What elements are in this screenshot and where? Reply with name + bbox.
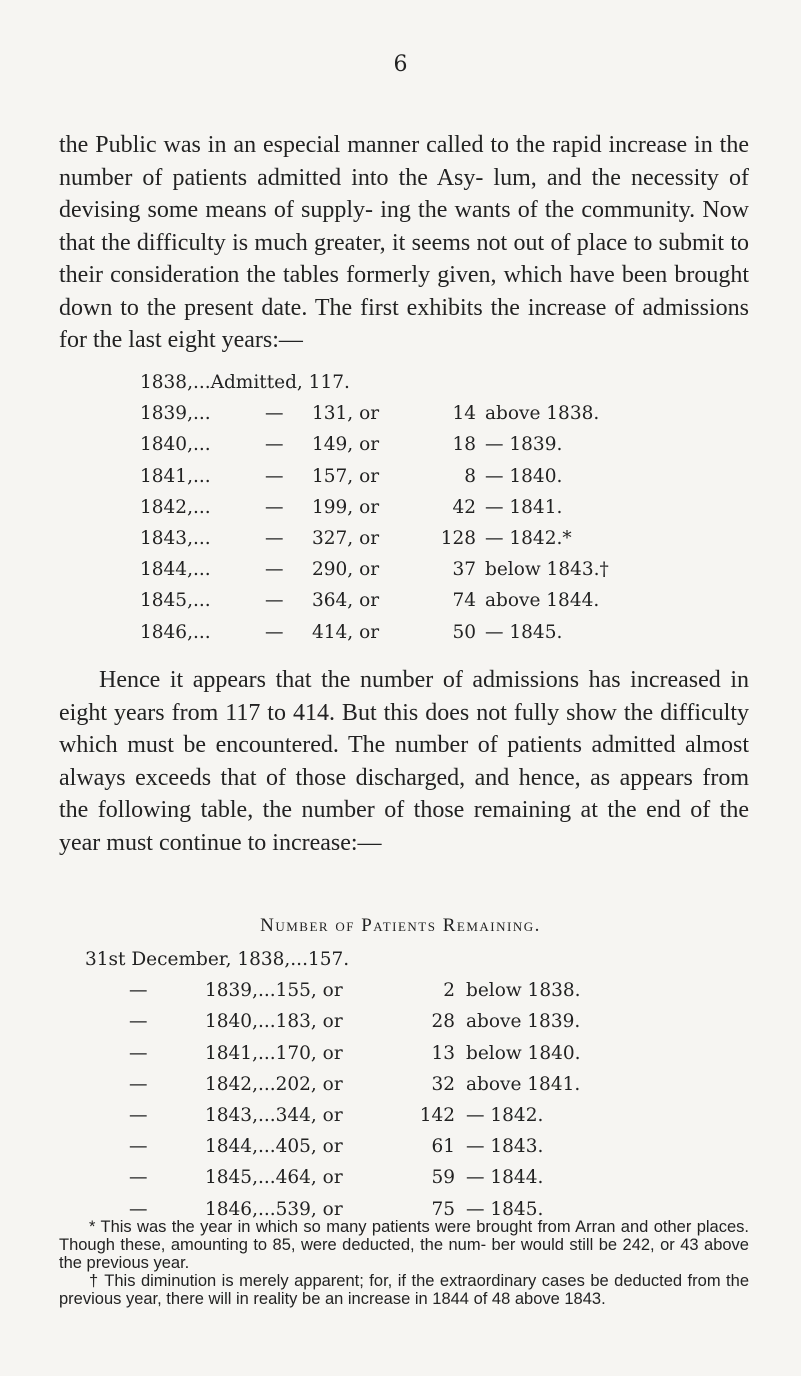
row-dash: — (129, 1104, 148, 1126)
row-difference: 14 (452, 403, 476, 425)
remaining-first-row: 31st December, 1838,...157. (85, 949, 350, 970)
row-count: 327, or (312, 527, 380, 549)
table-row (85, 1105, 765, 1136)
row-count: 364, or (312, 590, 380, 612)
row-comparison: — 1845. (466, 1198, 544, 1220)
row-comparison: — 1845. (485, 621, 563, 643)
row-difference: 28 (431, 1011, 455, 1033)
table-row (85, 1167, 765, 1198)
row-dash: — (265, 527, 284, 549)
row-comparison: below 1840. (466, 1042, 581, 1064)
row-year-count: 1840,...183, or (205, 1011, 343, 1033)
row-year: 1840,... (140, 434, 211, 456)
row-difference: 142 (419, 1104, 455, 1126)
row-dash: — (129, 1198, 148, 1220)
row-comparison: — 1841. (485, 496, 563, 518)
table-row (85, 1011, 765, 1042)
row-dash: — (265, 621, 284, 643)
paragraph-intro: the Public was in an especial manner called to the rapid increase in the number of patients admitted into the Asy- lum, and the necessity of devising some means of supply- ing the wants of the community. Now that the difficulty is much greater, it seems not out of place to submit to their consideration the tables formerly given, which have been brought down to the present date. The first exhibits the increase of admissions for the last eight years:— (59, 132, 749, 353)
table-row (85, 949, 765, 980)
row-difference: 32 (431, 1073, 455, 1095)
row-dash: — (265, 434, 284, 456)
row-difference: 75 (431, 1198, 455, 1220)
table-row (85, 1043, 765, 1074)
footnote: * This was the year in which so many patients were brought from Arran and other places. Though these, amounting to 85, were deducted, the num- ber would still be 242, or 43 above the previous year. (59, 1218, 749, 1272)
row-dash: — (129, 1167, 148, 1189)
row-difference: 61 (431, 1136, 455, 1158)
row-year: 1844,... (140, 559, 211, 581)
row-count: 290, or (312, 559, 380, 581)
row-comparison: — 1842.* (485, 527, 572, 549)
row-count: 414, or (312, 621, 380, 643)
footnote: † This diminution is merely apparent; for, if the extraordinary cases be deducted from the previous year, there will in reality be an increase in 1844 of 48 above 1843. (59, 1272, 749, 1308)
table-row (140, 434, 760, 465)
page-number: 6 (393, 52, 408, 77)
row-year-count: 1846,...539, or (205, 1198, 343, 1220)
remaining-table (85, 949, 765, 1230)
row-difference: 128 (440, 527, 476, 549)
row-comparison: — 1842. (466, 1104, 544, 1126)
admissions-table (140, 372, 760, 653)
row-difference: 50 (452, 621, 476, 643)
row-dash: — (129, 980, 148, 1002)
row-dash: — (265, 403, 284, 425)
table-row (140, 466, 760, 497)
row-difference: 2 (443, 980, 455, 1002)
row-comparison: below 1838. (466, 980, 581, 1002)
row-dash: — (265, 496, 284, 518)
row-year-count: 1845,...464, or (205, 1167, 343, 1189)
row-comparison: — 1839. (485, 434, 563, 456)
row-dash: — (265, 590, 284, 612)
row-difference: 18 (452, 434, 476, 456)
row-comparison: above 1838. (485, 403, 600, 425)
table-row (85, 1074, 765, 1105)
row-count: 157, or (312, 465, 380, 487)
row-difference: 42 (452, 496, 476, 518)
row-comparison: above 1839. (466, 1011, 581, 1033)
row-year: 1839,... (140, 403, 211, 425)
row-year: 1842,... (140, 496, 211, 518)
table-row (85, 980, 765, 1011)
row-year-count: 1839,...155, or (205, 980, 343, 1002)
table-row (140, 590, 760, 621)
row-comparison: above 1841. (466, 1073, 581, 1095)
row-difference: 37 (452, 559, 476, 581)
row-year: 1843,... (140, 527, 211, 549)
table-row (140, 528, 760, 559)
row-year-count: 1841,...170, or (205, 1042, 343, 1064)
admissions-first-row: 1838,...Admitted, 117. (140, 372, 350, 393)
paragraph-hence: Hence it appears that the number of admissions has increased in eight years from 117 to 414. But this does not fully show the difficulty which must be encountered. The number of patients admitted almost always exceeds that of those discharged, and hence, as appears from the following table, the number of those remaining at the end of the year must continue to increase:— (59, 667, 749, 856)
table-row (85, 1136, 765, 1167)
row-count: 199, or (312, 496, 380, 518)
row-difference: 13 (431, 1042, 455, 1064)
table-row (140, 622, 760, 653)
row-year-count: 1843,...344, or (205, 1104, 343, 1126)
row-count: 149, or (312, 434, 380, 456)
remaining-heading: Number of Patients Remaining. (260, 915, 541, 936)
row-year-count: 1844,...405, or (205, 1136, 343, 1158)
row-count: 131, or (312, 403, 380, 425)
row-dash: — (129, 1136, 148, 1158)
row-comparison: below 1843.† (485, 559, 609, 581)
table-row (140, 559, 760, 590)
row-year: 1841,... (140, 465, 211, 487)
row-comparison: above 1844. (485, 590, 600, 612)
row-dash: — (129, 1073, 148, 1095)
row-dash: — (129, 1042, 148, 1064)
row-dash: — (265, 465, 284, 487)
table-row (140, 403, 760, 434)
row-dash: — (265, 559, 284, 581)
row-year: 1845,... (140, 590, 211, 612)
row-year-count: 1842,...202, or (205, 1073, 343, 1095)
row-comparison: — 1840. (485, 465, 563, 487)
row-year: 1846,... (140, 621, 211, 643)
row-difference: 74 (452, 590, 476, 612)
table-row (140, 372, 760, 403)
footnotes (59, 1218, 749, 1308)
table-row (140, 497, 760, 528)
row-dash: — (129, 1011, 148, 1033)
row-comparison: — 1843. (466, 1136, 544, 1158)
row-difference: 59 (431, 1167, 455, 1189)
row-difference: 8 (464, 465, 476, 487)
row-comparison: — 1844. (466, 1167, 544, 1189)
